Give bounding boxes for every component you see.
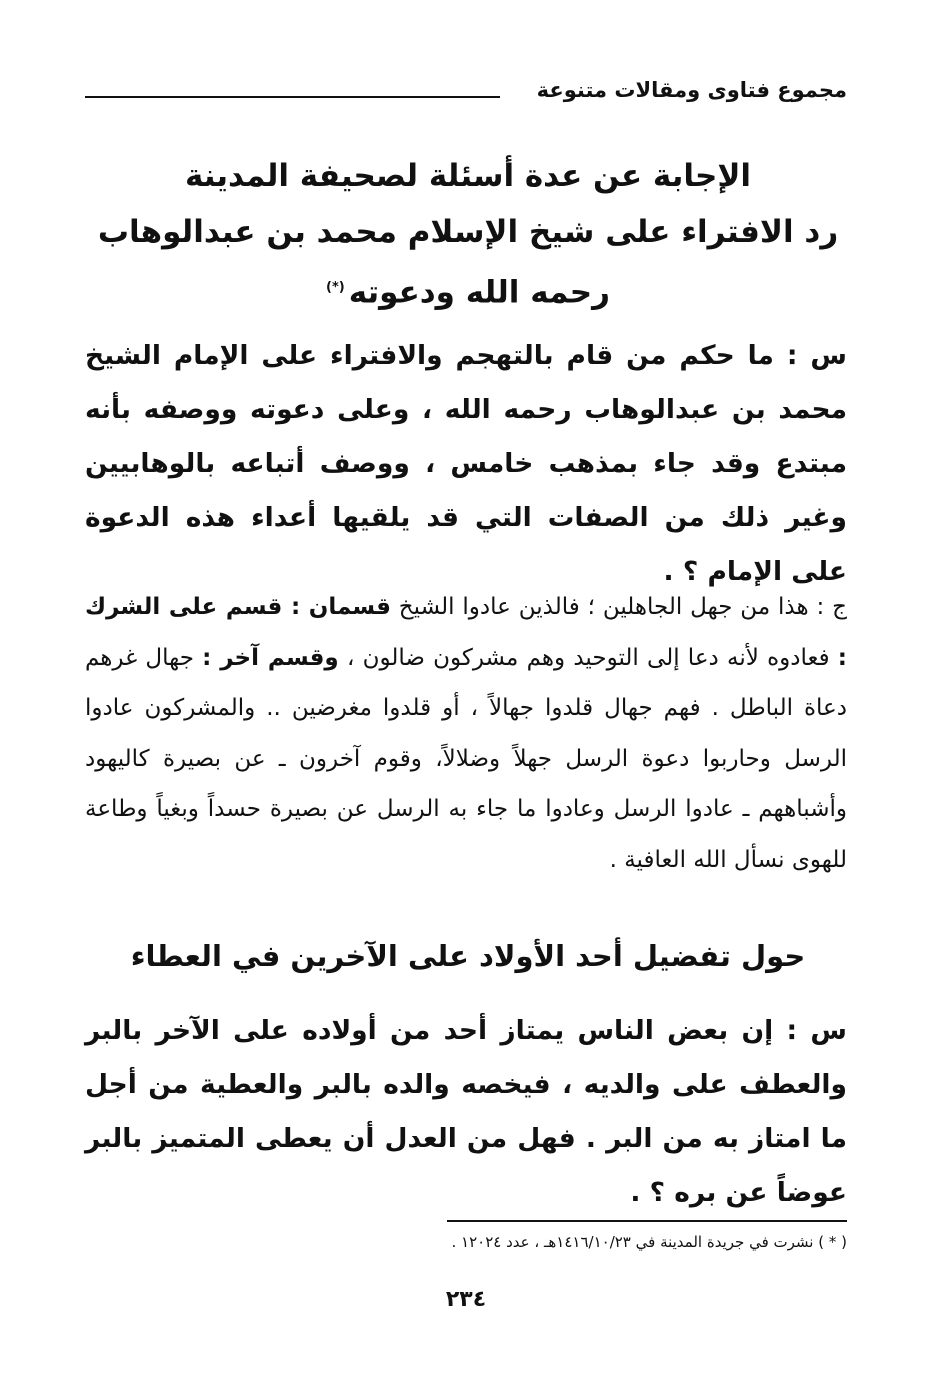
running-title: مجموع فتاوى ومقالات متنوعة bbox=[536, 78, 847, 102]
footnote-marker: (*) bbox=[326, 280, 345, 295]
question-1-label: س : bbox=[786, 340, 848, 371]
page-number: ٢٣٤ bbox=[445, 1287, 487, 1312]
answer-1-text-1: فعادوه لأنه دعا إلى التوحيد وهم مشركون ضالون ، bbox=[346, 644, 830, 671]
section-heading: حول تفضيل أحد الأولاد على الآخرين في العطاء bbox=[130, 939, 806, 973]
question-2-label: س : bbox=[786, 1015, 848, 1046]
question-2-text: إن بعض الناس يمتاز أحد من أولاده على الآخر بالبر والعطف على والديه ، فيخصه والده بالبر والعطية من أجل ما امتاز به من البر . فهل من العدل أن يعطى المتميز بالبر عوضاً عن بره ؟ . bbox=[85, 1015, 847, 1208]
article-title bbox=[90, 148, 846, 320]
title-line-2: رد الافتراء على شيخ الإسلام محمد بن عبدالوهاب bbox=[97, 214, 839, 250]
question-1-text: ما حكم من قام بالتهجم والافتراء على الإمام الشيخ محمد بن عبدالوهاب رحمه الله ، وعلى دعوته ووصفه بأنه مبتدع وقد جاء بمذهب خامس ، ووصف أتباعه بالوهابيين وغير ذلك من الصفات التي قد يلقيها أعداء هذه الدعوة على الإمام ؟ . bbox=[85, 340, 847, 587]
footnote-rule bbox=[447, 1220, 847, 1222]
answer-1 bbox=[85, 582, 847, 885]
title-line-1: الإجابة عن عدة أسئلة لصحيفة المدينة bbox=[184, 158, 752, 194]
answer-1-intro: هذا من جهل الجاهلين ؛ فالذين عادوا الشيخ bbox=[398, 594, 809, 620]
title-line-3 bbox=[90, 260, 846, 320]
header-rule bbox=[85, 96, 500, 98]
answer-1-bold-1: قسمان : قسم على الشرك : bbox=[85, 594, 847, 671]
answer-1-text-2: جهال غرهم دعاة الباطل . فهم جهال قلدوا جهالاً ، أو قلدوا مغرضين .. والمشركون عادوا الرسل وحاربوا دعوة الرسل جهلاً وضلالاً، وقوم آخرون ـ عن بصيرة كاليهود وأشباههم ـ عادوا الرسل وعادوا ما جاء به الرسل عن بصيرة حسداً وبغياً وطاعة للهوى نسأل الله العافية . bbox=[85, 644, 847, 873]
question-2 bbox=[85, 1004, 847, 1220]
question-1 bbox=[85, 329, 847, 599]
answer-1-bold-2: وقسم آخر : bbox=[202, 644, 339, 671]
footnote: ( * ) نشرت في جريدة المدينة في ١٤١٦/١٠/٢٣هـ ، عدد ١٢٠٢٤ . bbox=[451, 1233, 847, 1251]
answer-1-label: ج : bbox=[816, 594, 848, 620]
title-line-3-text: رحمه الله ودعوته bbox=[348, 274, 610, 311]
running-header bbox=[85, 74, 847, 114]
